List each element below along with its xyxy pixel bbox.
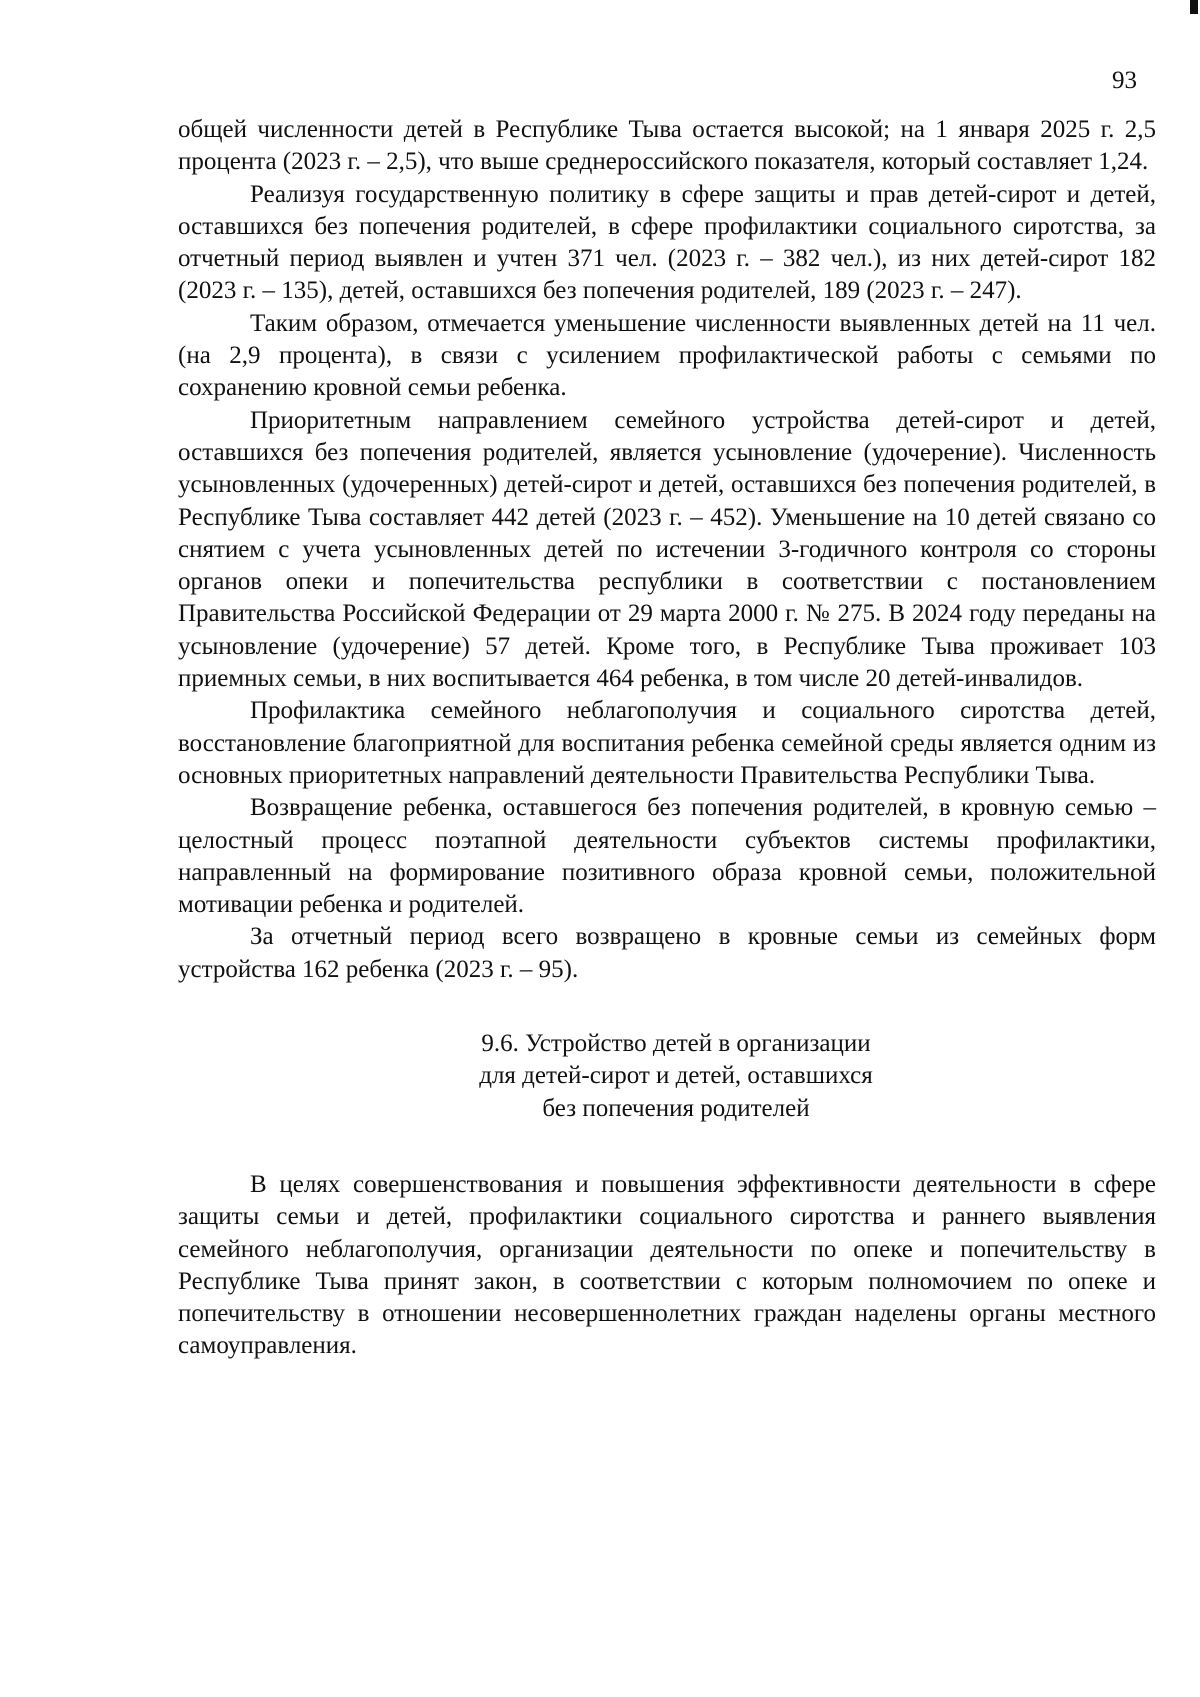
paragraph: В целях совершенствования и повышения эффективности деятельности в сфере защиты семьи и детей, профилактики социального сиротства и раннего выявления семейного неблагополучия, организации деятельности по опеке и попечительству в Республике Тыва принят закон, в соответствии с которым полномочием по опеке и попечительству в отношении несовершеннолетних граждан наделены органы местного самоуправления. (178, 1170, 1156, 1360)
page-number: 93 (1112, 67, 1137, 94)
paragraph: За отчетный период всего возвращено в кровные семьи из семейных форм устройства 162 ребенка (2023 г. – 95). (178, 923, 1156, 983)
paragraph: Возвращение ребенка, оставшегося без попечения родителей, в кровную семью – целостный процесс поэтапной деятельности субъектов системы профилактики, направленный на формирование позитивного образа кровной семьи, положительной мотивации ребенка и родителей. (178, 794, 1156, 919)
paragraph: Профилактика семейного неблагополучия и социального сиротства детей, восстановление благоприятной для воспитания ребенка семейной среды является одним из основных приоритетных направлений деятельности Правительства Республики Тыва. (178, 697, 1156, 789)
section-heading-line: для детей-сирот и детей, оставшихся (479, 1062, 873, 1090)
paragraph: общей численности детей в Республике Тыва остается высокой; на 1 января 2025 г. 2,5 процента (2023 г. – 2,5), что выше среднероссийского показателя, который составляет 1,24. (178, 116, 1156, 176)
section-heading-line: 9.6. Устройство детей в организации (481, 1030, 871, 1058)
document-body (178, 114, 1156, 1363)
section-heading-line: без попечения родителей (542, 1094, 810, 1122)
paragraph: Реализуя государственную политику в сфере защиты и прав детей-сирот и детей, оставшихся без попечения родителей, в сфере профилактики социального сиротства, за отчетный период выявлен и учтен 371 чел. (2023 г. – 382 чел.), из них детей-сирот 182 (2023 г. – 135), детей, оставшихся без попечения родителей, 189 (2023 г. – 247). (178, 180, 1156, 305)
scan-edge-mark (1190, 0, 1198, 14)
paragraph: Таким образом, отмечается уменьшение численности выявленных детей на 11 чел. (на 2,9 процента), в связи с усилением профилактической работы с семьями по сохранению кровной семьи ребенка. (178, 309, 1156, 402)
section-heading (178, 1028, 1156, 1125)
paragraph: Приоритетным направлением семейного устройства детей-сирот и детей, оставшихся без попечения родителей, является усыновление (удочерение). Численность усыновленных (удочеренных) детей-сирот и детей, оставшихся без попечения родителей, в Республике Тыва составляет 442 детей (2023 г. – 452). Уменьшение на 10 детей связано со снятием с учета усыновленных детей по истечении 3-годичного контроля со стороны органов опеки и попечительства республики в соответствии с постановлением Правительства Российской Федерации от 29 марта 2000 г. № 275. В 2024 году переданы на усыновление (удочерение) 57 детей. Кроме того, в Республике Тыва проживает 103 приемных семьи, в них воспитывается 464 ребенка, в том числе 20 детей-инвалидов. (178, 406, 1156, 693)
